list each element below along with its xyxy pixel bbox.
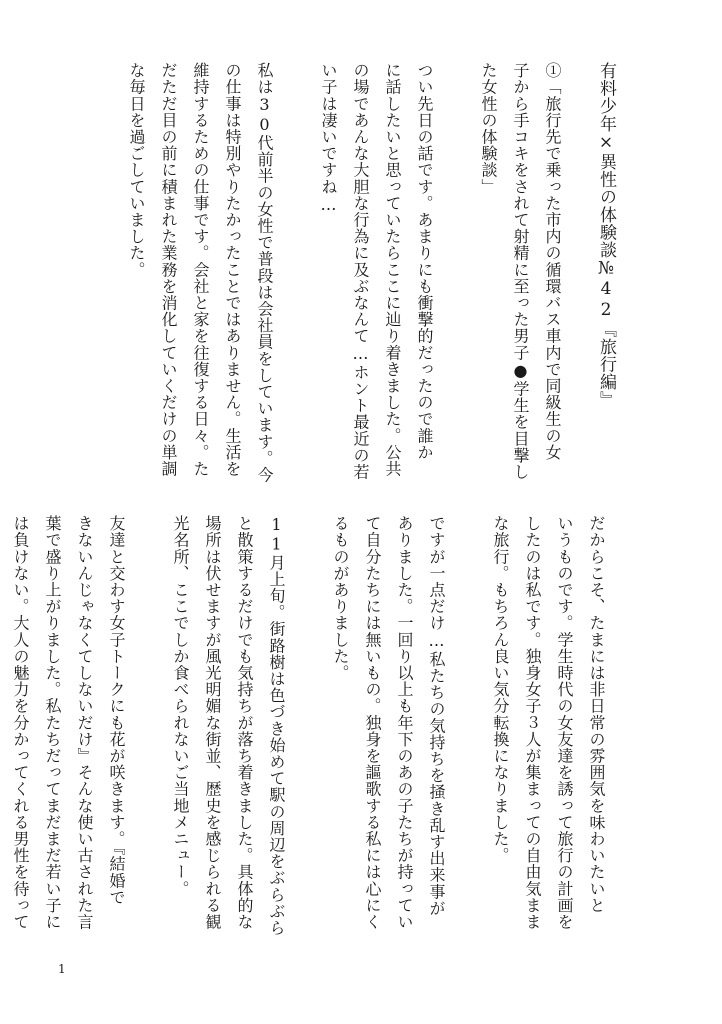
text-line: た女性の体験談」: [479, 62, 498, 195]
page-number: 1: [58, 962, 66, 976]
text-line: て自分たちには無いもの。独身を謳歌する私には心にく: [363, 515, 382, 930]
text-line: の仕事は特別やりたかったことではありません。生活を: [223, 62, 242, 477]
text-line: [132, 515, 164, 935]
text-line: 11月上旬。街路樹は色づき始めて駅の周辺をぶらぶら: [267, 515, 286, 936]
text-line: したのは私です。独身女子３人が集まっての自由気まま: [523, 515, 542, 930]
upper-text-block: [8, 62, 612, 483]
text-line: だからこそ、たまには非日常の雰囲気を味わいたいと: [587, 515, 606, 914]
text-line: な毎日を過ごしていました。: [127, 62, 146, 278]
text-line: な旅行。もちろん良い気分転換になりました。: [491, 515, 510, 864]
lower-text-block: [11, 515, 612, 936]
text-line: い子は凄いですね…: [319, 62, 338, 215]
text-line: 葉で盛り上がりました。私たちだってまだまだ若い子に: [43, 515, 62, 930]
text-line: 光名所、ここでしか食べられないご当地メニュー。: [171, 515, 190, 897]
text-line: 子から手コキをされて射精に至った男子●学生を目撃し: [511, 62, 530, 480]
text-line: きないんじゃなくてしないだけ』そんな使い古された言: [75, 515, 94, 930]
text-line: と散策するだけでも気持ちが落ち着きました。具体的な: [235, 515, 254, 930]
text-line: 場所は伏せますが風光明媚な街並、歴史を感じられる観: [203, 515, 222, 930]
text-line: に話したいと思っていたらここに辿り着きました。公共: [383, 62, 402, 477]
text-line: るものがありました。: [331, 515, 350, 681]
text-line: ですが一点だけ…私たちの気持ちを掻き乱す出来事が: [427, 515, 446, 917]
text-line: [292, 515, 324, 935]
text-line: いうものです。学生時代の女友達を誘って旅行の計画を: [555, 515, 574, 930]
document-title: 有料少年×異性の体験談№42『旅行編』: [596, 62, 616, 409]
text-line: [440, 62, 472, 462]
text-line: ①「旅行先で乗った市内の循環バス車内で同級生の女: [543, 62, 562, 461]
text-line: 友達と交わす女子トークにも花が咲きます。『結婚で: [107, 515, 126, 906]
text-line: [280, 62, 312, 462]
text-line: [452, 515, 484, 935]
text-line: 私は30代前半の女性で普段は会社員をしています。今: [255, 62, 274, 483]
text-line: つい先日の話です。あまりにも衝撃的だったので誰か: [415, 62, 434, 461]
text-line: 維持するための仕事です。会社と家を往復する日々。た: [191, 62, 210, 477]
text-line: ありました。一回り以上も年下のあの子たちが持ってい: [395, 515, 414, 930]
text-line: は負けない。大人の魅力を分かってくれる男性を待って: [11, 515, 30, 930]
text-line: の場であんな大胆な行為に及ぶなんて…ホント最近の若: [351, 62, 370, 480]
text-line: だただ目の前に積まれた業務を消化していくだけの単調: [159, 62, 178, 477]
